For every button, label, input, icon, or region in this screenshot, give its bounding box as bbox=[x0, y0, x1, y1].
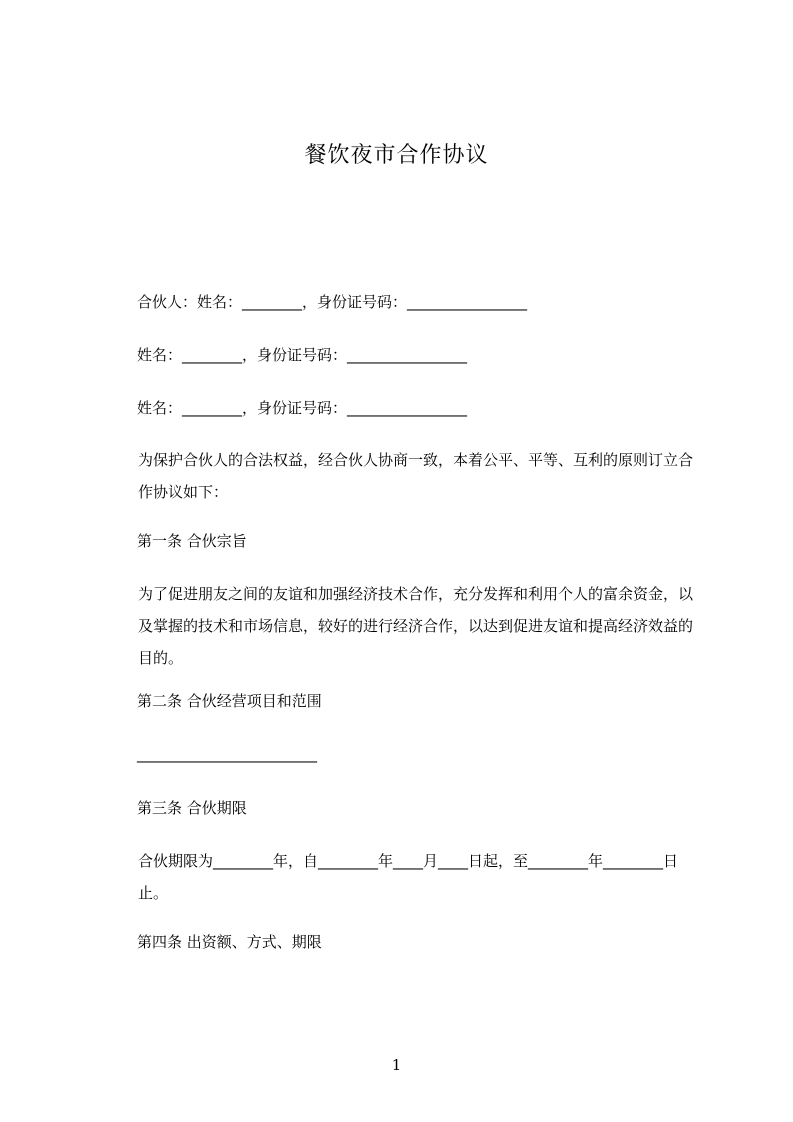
article-1-heading: 第一条 合伙宗旨 bbox=[137, 532, 247, 550]
article-1-paragraph bbox=[104, 578, 704, 674]
page-number: 1 bbox=[391, 1056, 402, 1074]
article-2-blank: ________________________ bbox=[137, 745, 317, 763]
intro-text: 为保护合伙人的合法权益，经合伙人协商一致，本着公平、平等、互利的原则订立合作协议如下： bbox=[138, 451, 694, 501]
intro-paragraph bbox=[104, 444, 704, 508]
article-4-heading: 第四条 出资额、方式、期限 bbox=[137, 933, 322, 951]
article-1-body: 为了促进朋友之间的友谊和加强经济技术合作，充分发挥和利用个人的富余资金，以及掌握的技术和市场信息，较好的进行经济合作，以达到促进友谊和提高经济效益的目的。 bbox=[138, 585, 694, 667]
partner-line-1: 合伙人：姓名：________，身份证号码：________________ bbox=[137, 293, 528, 311]
article-3-body: 合伙期限为________年，自________年____月____日起，至________年________日止。 bbox=[138, 852, 679, 902]
partner-line-2: 姓名：________，身份证号码：________________ bbox=[137, 346, 468, 364]
article-3-heading: 第三条 合伙期限 bbox=[137, 799, 247, 817]
article-2-heading: 第二条 合伙经营项目和范围 bbox=[137, 692, 322, 710]
article-3-paragraph bbox=[104, 845, 704, 909]
partner-line-3: 姓名：________，身份证号码：________________ bbox=[137, 399, 468, 417]
document-title: 餐饮夜市合作协议 bbox=[304, 143, 489, 168]
